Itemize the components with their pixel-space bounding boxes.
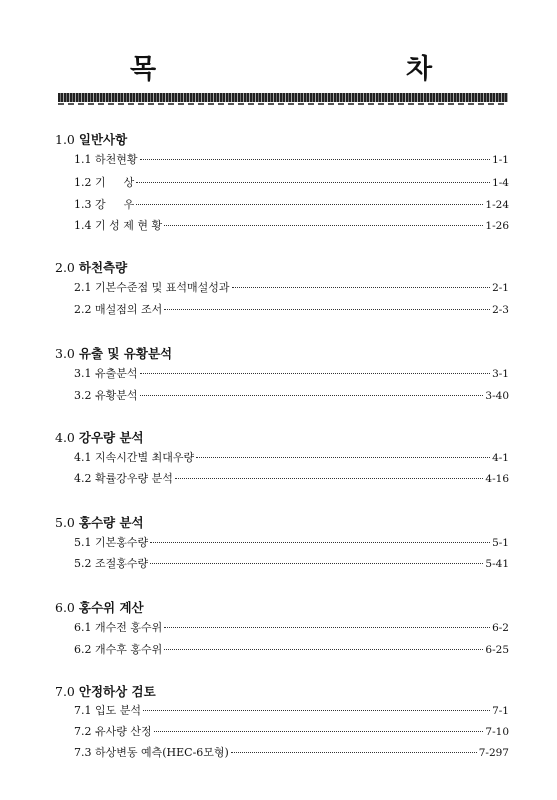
leader-dots (175, 478, 484, 479)
toc-entry[interactable]: 6.1 개수전 홍수위 6-2 (74, 621, 509, 634)
leader-dots (150, 542, 490, 543)
toc-entry[interactable]: 4.2 확률강우량 분석 4-16 (74, 472, 509, 485)
leader-dots (231, 752, 477, 753)
leader-dots (140, 373, 491, 374)
leader-dots (140, 159, 491, 160)
toc-entry[interactable]: 2.2 매설점의 조서 2-3 (74, 303, 509, 316)
toc-entry[interactable]: 6.2 개수후 홍수위 6-25 (74, 643, 509, 656)
toc-entry[interactable]: 1.2 기 상 1-4 (74, 176, 509, 189)
toc-entry[interactable]: 2.1 기본수준점 및 표석매설성과 2-1 (74, 281, 509, 294)
toc-entry[interactable]: 4.1 지속시간별 최대우량 4-1 (74, 451, 509, 464)
toc-entry[interactable]: 3.1 유출분석 3-1 (74, 367, 509, 380)
toc-entry[interactable]: 1.3 강 우 1-24 (74, 198, 509, 211)
leader-dots (164, 309, 490, 310)
section-3-heading[interactable]: 3.0 유출 및 유황분석 (55, 346, 173, 361)
page-title (0, 52, 557, 92)
title-right-char: 차 (406, 54, 433, 85)
toc-entry[interactable]: 5.1 기본홍수량 5-1 (74, 536, 509, 549)
section-4-heading[interactable]: 4.0 강우량 분석 (55, 430, 144, 445)
toc-entry[interactable]: 1.4 기 성 제 현 황 1-26 (74, 219, 509, 232)
leader-dots (232, 287, 491, 288)
section-7-heading[interactable]: 7.0 안정하상 검토 (55, 684, 156, 699)
title-left-char: 목 (130, 54, 157, 85)
toc-entry[interactable]: 7.1 입도 분석 7-1 (74, 704, 509, 717)
section-5-heading[interactable]: 5.0 홍수량 분석 (55, 515, 144, 530)
leader-dots (196, 457, 490, 458)
leader-dots (136, 204, 483, 205)
section-6-heading[interactable]: 6.0 홍수위 계산 (55, 600, 144, 615)
toc-entry[interactable]: 5.2 조절홍수량 5-41 (74, 557, 509, 570)
leader-dots (150, 563, 483, 564)
leader-dots (143, 710, 490, 711)
toc-entry[interactable]: 1.1 하천현황 1-1 (74, 153, 509, 166)
leader-dots (136, 182, 490, 183)
leader-dots (154, 731, 484, 732)
section-1-heading[interactable]: 1.0 일반사항 (55, 132, 128, 147)
title-divider (58, 93, 508, 102)
leader-dots (164, 225, 483, 226)
leader-dots (164, 627, 490, 628)
toc-entry[interactable]: 7.2 유사량 산정 7-10 (74, 725, 509, 738)
leader-dots (140, 395, 484, 396)
toc-entry[interactable]: 7.3 하상변동 예측(HEC-6모형) 7-297 (74, 746, 509, 759)
section-2-heading[interactable]: 2.0 하천측량 (55, 260, 128, 275)
toc-entry[interactable]: 3.2 유황분석 3-40 (74, 389, 509, 402)
leader-dots (164, 649, 483, 650)
